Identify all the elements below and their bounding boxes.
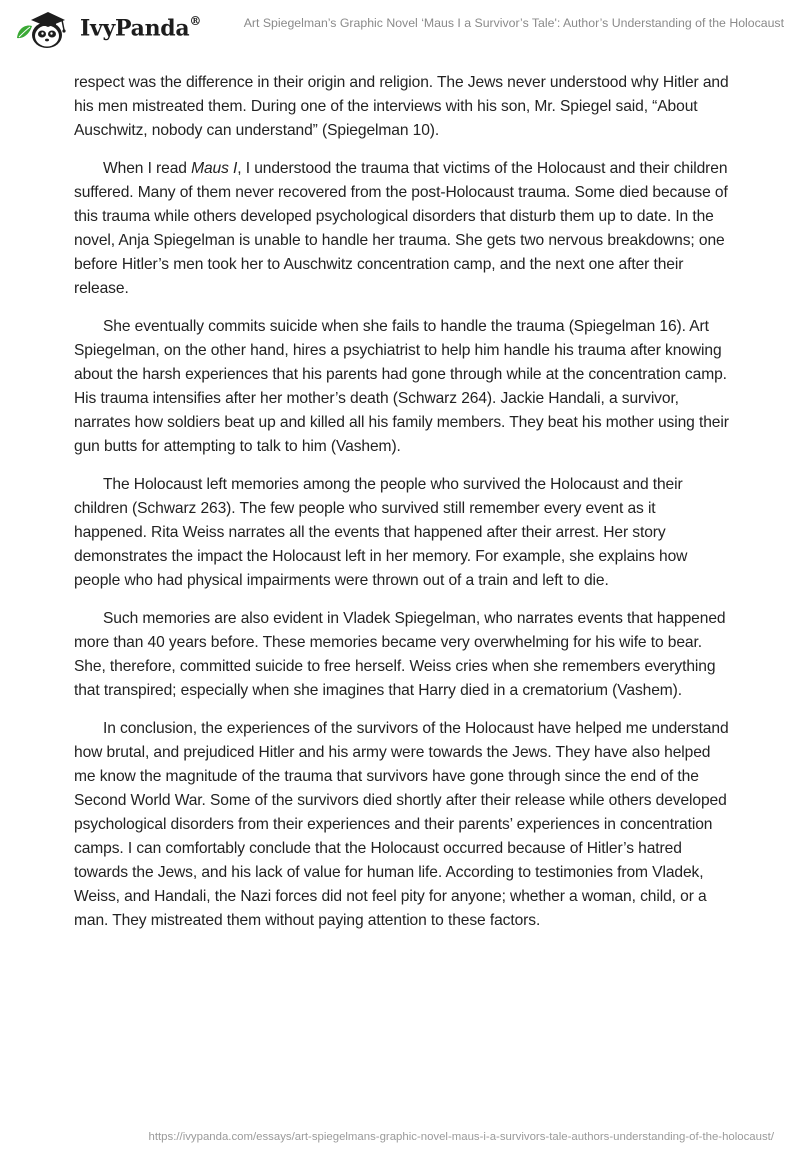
paragraph-2 — [74, 157, 730, 301]
paragraph-2-text: , I understood the trauma that victims of the Holocaust and their children suffered. Many of them never recovered from the post-Holocaust trauma. Some died because of this trauma while others developed psychological disorders that disturb them up to date. In the novel, Anja Spiegelman is unable to handle her trauma. She gets two nervous breakdowns; one before Hitler’s men took her to Auschwitz concentration camp, and the next one after their release. — [74, 160, 728, 297]
document-title: Art Spiegelman’s Graphic Novel ‘Maus I a Survivor’s Tale': Author’s Understanding of the Holocaust — [243, 16, 784, 30]
ivypanda-logo[interactable] — [14, 8, 201, 50]
logo-text: IvyPanda — [80, 15, 190, 42]
essay-body — [74, 71, 730, 947]
source-url-link[interactable]: https://ivypanda.com/essays/art-spiegelmans-graphic-novel-maus-i-a-survivors-tale-authors-understanding-of-the-holocaust/ — [148, 1131, 774, 1143]
logo-wordmark — [80, 13, 202, 42]
paragraph-4: The Holocaust left memories among the people who survived the Holocaust and their children (Schwarz 263). The few people who survived still remember every event as it happened. Rita Weiss narrates all the events that happened after their arrest. Her story demonstrates the impact the Holocaust left in her memory. For example, she explains how people who had physical impairments were thrown out of a train and left to die. — [74, 476, 688, 589]
book-title-italic: Maus I — [191, 160, 238, 177]
page-header — [0, 0, 800, 62]
paragraph-6: In conclusion, the experiences of the survivors of the Holocaust have helped me understand how brutal, and prejudiced Hitler and his army were towards the Jews. They have also helped me know the magnitude of the trauma that survivors have gone through since the end of the Second World War. Some of the survivors died shortly after their release while others developed psychological disorders from their experiences and their parents’ experiences in concentration camps. I can comfortably conclude that the Holocaust occurred because of Hitler’s hatred towards the Jews, and his lack of value for human life. According to testimonies from Vladek, Weiss, and Handali, the Nazi forces did not feel pity for anyone; whether a woman, child, or a man. They mistreated them without paying attention to these factors. — [74, 720, 729, 929]
paragraph-3: She eventually commits suicide when she fails to handle the trauma (Spiegelman 16). Art Spiegelman, on the other hand, hires a psychiatrist to help him handle his trauma after knowing about the harsh experiences that his parents had gone through while at the concentration camp. His trauma intensifies after her mother’s death (Schwarz 264). Jackie Handali, a survivor, narrates how soldiers beat up and killed all his family members. They beat his mother using their gun butts for attempting to talk to him (Vashem). — [74, 318, 729, 455]
panda-graduate-logo-icon — [14, 8, 72, 50]
registered-mark: ® — [189, 13, 202, 28]
paragraph-1: respect was the difference in their origin and religion. The Jews never understood why Hitler and his men mistreated them. During one of the interviews with his son, Mr. Spiegel said, “About Auschwitz, nobody can understand” (Spiegelman 10). — [74, 74, 729, 139]
paragraph-5: Such memories are also evident in Vladek Spiegelman, who narrates events that happened more than 40 years before. These memories became very overwhelming for his wife to bear. She, therefore, committed suicide to free herself. Weiss cries when she remembers everything that transpired; especially when she imagines that Harry died in a crematorium (Vashem). — [74, 610, 726, 699]
paragraph-2-lead: When I read — [103, 160, 192, 177]
